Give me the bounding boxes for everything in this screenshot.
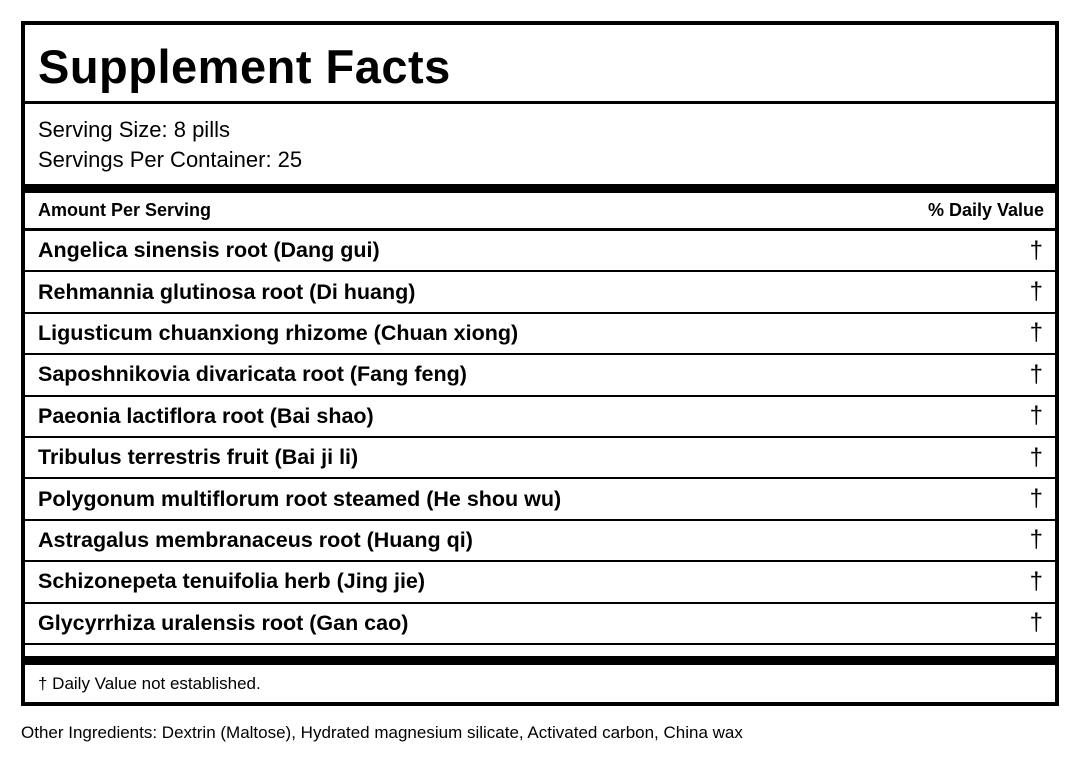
thick-divider-top <box>25 184 1055 193</box>
table-row <box>25 479 1055 520</box>
servings-per-container: Servings Per Container: 25 <box>38 147 303 172</box>
table-row <box>25 521 1055 562</box>
table-row <box>25 231 1055 272</box>
dagger-mark: † <box>1029 609 1043 637</box>
serving-info <box>25 104 1055 184</box>
table-header <box>25 193 1055 231</box>
dagger-mark: † <box>1029 360 1043 388</box>
table-row <box>25 272 1055 313</box>
dagger-mark: † <box>1029 236 1043 264</box>
amount-per-serving-header: Amount Per Serving <box>38 200 212 220</box>
ingredient-name: Schizonepeta tenuifolia herb (Jing jie) <box>38 569 426 594</box>
ingredient-name: Ligusticum chuanxiong rhizome (Chuan xiong) <box>38 320 519 345</box>
daily-value-header: % Daily Value <box>927 200 1044 220</box>
supplement-facts-panel <box>21 21 1059 706</box>
dagger-mark: † <box>1029 485 1043 513</box>
ingredient-name: Angelica sinensis root (Dang gui) <box>38 238 380 263</box>
serving-size: Serving Size: 8 pills <box>38 117 230 142</box>
other-ingredients: Other Ingredients: Dextrin (Maltose), Hydrated magnesium silicate, Activated carbon, China wax <box>21 723 743 742</box>
dagger-mark: † <box>1029 319 1043 347</box>
ingredient-name: Paeonia lactiflora root (Bai shao) <box>38 403 374 428</box>
dagger-mark: † <box>1029 526 1043 554</box>
panel-title: Supplement Facts <box>25 25 1055 104</box>
ingredient-name: Polygonum multiflorum root steamed (He shou wu) <box>38 486 562 511</box>
table-row <box>25 314 1055 355</box>
dagger-mark: † <box>1029 402 1043 430</box>
ingredient-name: Glycyrrhiza uralensis root (Gan cao) <box>38 610 409 635</box>
dagger-mark: † <box>1029 443 1043 471</box>
thick-divider-bottom <box>25 656 1055 665</box>
ingredient-name: Tribulus terrestris fruit (Bai ji li) <box>38 445 359 470</box>
table-row <box>25 438 1055 479</box>
spacer <box>25 645 1055 656</box>
ingredient-name: Astragalus membranaceus root (Huang qi) <box>38 527 473 552</box>
table-row <box>25 604 1055 645</box>
table-row <box>25 562 1055 603</box>
table-row <box>25 397 1055 438</box>
ingredient-name: Rehmannia glutinosa root (Di huang) <box>38 279 416 304</box>
ingredient-name: Saposhnikovia divaricata root (Fang feng) <box>38 362 467 387</box>
dagger-mark: † <box>1029 567 1043 595</box>
footnote: † Daily Value not established. <box>38 673 261 693</box>
dagger-mark: † <box>1029 278 1043 306</box>
table-row <box>25 355 1055 396</box>
